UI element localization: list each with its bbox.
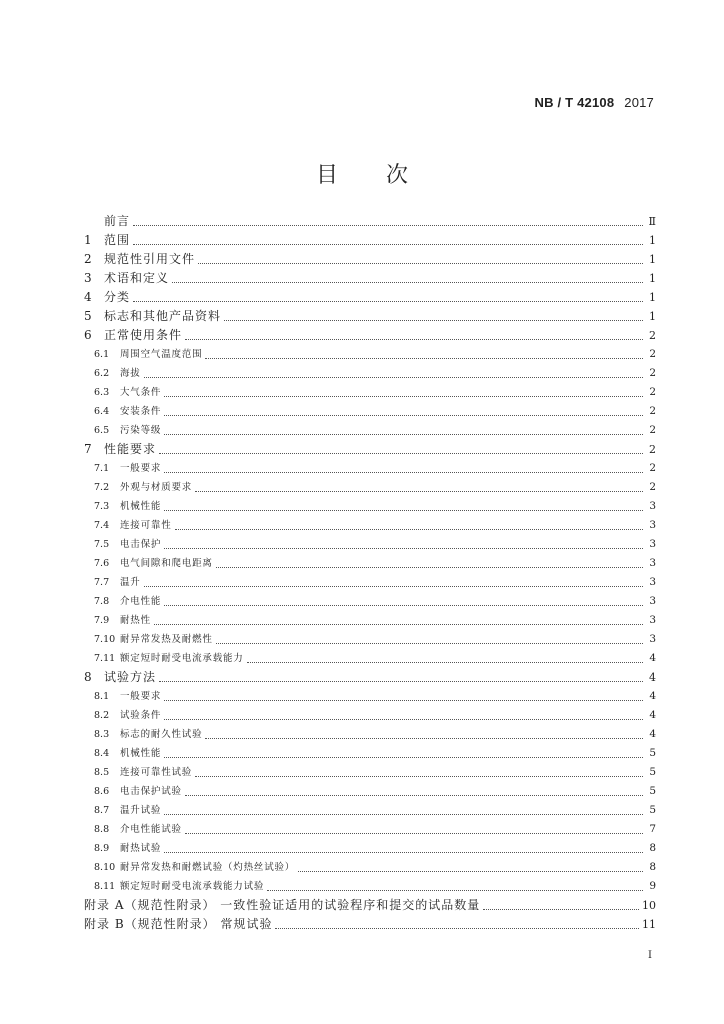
toc-entry-label: 介电性能试验 bbox=[120, 824, 182, 835]
toc-entry-number: 8.10 bbox=[94, 862, 116, 873]
toc-entry[interactable] bbox=[84, 706, 656, 725]
toc-entry[interactable] bbox=[84, 459, 656, 478]
toc-entry-number: 6.5 bbox=[94, 425, 110, 436]
toc-entry-page: 10 bbox=[642, 899, 656, 912]
toc-entry-number: 5 bbox=[84, 309, 92, 323]
toc-entry-label: 海拔 bbox=[120, 368, 141, 379]
toc-entry-number: 6.3 bbox=[94, 387, 110, 398]
toc-entry[interactable] bbox=[84, 649, 656, 668]
toc-entry-label: 一般要求 bbox=[120, 463, 162, 474]
toc-entry-number: 8.6 bbox=[94, 786, 110, 797]
toc-entry-page: 3 bbox=[649, 633, 656, 645]
toc-entry-page: 2 bbox=[649, 386, 656, 398]
toc-entry[interactable] bbox=[84, 630, 656, 649]
toc-entry-label: 介电性能 bbox=[120, 596, 162, 607]
dot-leader bbox=[224, 319, 643, 321]
dot-leader bbox=[164, 414, 643, 416]
toc-entry-label: 性能要求 bbox=[104, 442, 157, 456]
toc-entry-number: 7.3 bbox=[94, 501, 110, 512]
toc-entry-page: 7 bbox=[649, 823, 656, 835]
toc-entry-page: 9 bbox=[649, 880, 656, 892]
dot-leader bbox=[144, 376, 643, 378]
toc-entry-label: 耐异常发热及耐燃性 bbox=[120, 634, 213, 645]
toc-entry[interactable] bbox=[84, 554, 656, 573]
toc-entry-page: 2 bbox=[649, 329, 656, 342]
dot-leader bbox=[164, 756, 643, 758]
toc-entry-number: 8 bbox=[84, 670, 92, 684]
toc-entry-label: 规范性引用文件 bbox=[104, 252, 196, 266]
toc-entry[interactable] bbox=[84, 478, 656, 497]
page-title: 目次 bbox=[315, 163, 456, 188]
toc-entry-label: 试验条件 bbox=[120, 710, 162, 721]
dot-leader bbox=[164, 433, 643, 435]
toc-entry-label: 污染等级 bbox=[120, 425, 162, 436]
toc-entry[interactable] bbox=[84, 877, 656, 896]
dot-leader bbox=[164, 604, 643, 606]
toc-entry-page: 2 bbox=[649, 348, 656, 360]
toc-entry-number: 6.4 bbox=[94, 406, 110, 417]
toc-entry[interactable] bbox=[84, 573, 656, 592]
toc-entry-label: 大气条件 bbox=[120, 387, 162, 398]
toc-entry[interactable] bbox=[84, 896, 656, 915]
toc-entry[interactable] bbox=[84, 421, 656, 440]
dot-leader bbox=[275, 927, 639, 929]
dot-leader bbox=[164, 509, 643, 511]
dot-leader bbox=[133, 300, 643, 302]
toc-entry-number: 8.11 bbox=[94, 881, 116, 892]
toc-entry-page: 4 bbox=[649, 728, 656, 740]
dot-leader bbox=[164, 547, 643, 549]
dot-leader bbox=[267, 889, 643, 891]
dot-leader bbox=[164, 851, 643, 853]
toc-entry-number: 7.11 bbox=[94, 653, 116, 664]
toc-entry[interactable] bbox=[84, 801, 656, 820]
toc-entry-page: 3 bbox=[649, 557, 656, 569]
toc-entry[interactable] bbox=[84, 250, 656, 269]
toc-entry-number: 6 bbox=[84, 328, 92, 342]
page-number: I bbox=[648, 950, 652, 961]
dot-leader bbox=[247, 661, 643, 663]
toc-entry-page: 1 bbox=[649, 291, 656, 304]
toc-entry[interactable] bbox=[84, 231, 656, 250]
dot-leader bbox=[185, 794, 643, 796]
toc-entry-label: 正常使用条件 bbox=[104, 328, 183, 342]
toc-entry-number: 6.2 bbox=[94, 368, 110, 379]
toc-entry-label: 标志和其他产品资料 bbox=[104, 309, 222, 323]
toc-entry[interactable] bbox=[84, 820, 656, 839]
toc-entry-page: 1 bbox=[649, 272, 656, 285]
dot-leader bbox=[159, 452, 643, 454]
toc-entry[interactable] bbox=[84, 440, 656, 459]
dot-leader bbox=[185, 338, 643, 340]
toc-entry-number: 7.8 bbox=[94, 596, 110, 607]
toc-entry-page: 1 bbox=[649, 234, 656, 247]
standard-year: 2017 bbox=[624, 95, 654, 110]
toc-entry-page: 4 bbox=[649, 671, 656, 684]
toc-entry-label: 连接可靠性 bbox=[120, 520, 172, 531]
toc-entry-page: 2 bbox=[649, 443, 656, 456]
toc-entry-page: 3 bbox=[649, 538, 656, 550]
toc-entry[interactable] bbox=[84, 858, 656, 877]
standard-code: NB / T 42108 bbox=[534, 95, 615, 110]
toc-entry-label: 电气间隙和爬电距离 bbox=[120, 558, 213, 569]
dot-leader bbox=[172, 281, 643, 283]
dot-leader bbox=[164, 813, 643, 815]
toc-entry-page: 4 bbox=[649, 709, 656, 721]
dot-leader bbox=[205, 737, 643, 739]
toc-entry[interactable] bbox=[84, 402, 656, 421]
toc-entry[interactable] bbox=[84, 611, 656, 630]
toc-entry-label: 标志的耐久性试验 bbox=[120, 729, 203, 740]
dot-leader bbox=[164, 471, 643, 473]
toc-entry-label: 耐热试验 bbox=[120, 843, 162, 854]
toc-entry-label: 电击保护 bbox=[120, 539, 162, 550]
dot-leader bbox=[175, 528, 643, 530]
dot-leader bbox=[154, 623, 643, 625]
toc-entry[interactable] bbox=[84, 516, 656, 535]
toc-entry-page: 2 bbox=[649, 462, 656, 474]
toc-entry-label: 分类 bbox=[104, 290, 131, 304]
toc-entry[interactable] bbox=[84, 535, 656, 554]
toc-entry-label: 术语和定义 bbox=[104, 271, 170, 285]
toc-entry-label: 一般要求 bbox=[120, 691, 162, 702]
toc-entry[interactable] bbox=[84, 288, 656, 307]
toc-entry[interactable] bbox=[84, 725, 656, 744]
toc-entry-page: 1 bbox=[649, 253, 656, 266]
dot-leader bbox=[133, 243, 643, 245]
toc-entry-label: 机械性能 bbox=[120, 748, 162, 759]
toc-entry-page: 2 bbox=[649, 424, 656, 436]
toc-entry[interactable] bbox=[84, 782, 656, 801]
toc-entry-label: 连接可靠性试验 bbox=[120, 767, 193, 778]
toc-entry[interactable] bbox=[84, 668, 656, 687]
toc-entry-page: 5 bbox=[649, 747, 656, 759]
dot-leader bbox=[164, 395, 643, 397]
standard-code-header bbox=[535, 95, 654, 110]
toc-entry-label: 附录 A（规范性附录） 一致性验证适用的试验程序和提交的试品数量 bbox=[84, 898, 481, 912]
toc-entry-number: 7.2 bbox=[94, 482, 110, 493]
toc-entry[interactable] bbox=[84, 687, 656, 706]
dot-leader bbox=[185, 832, 643, 834]
dot-leader bbox=[195, 490, 643, 492]
toc-entry-page: 3 bbox=[649, 519, 656, 531]
toc-entry[interactable] bbox=[84, 763, 656, 782]
dot-leader bbox=[205, 357, 643, 359]
dot-leader bbox=[483, 908, 639, 910]
dot-leader bbox=[216, 642, 643, 644]
dot-leader bbox=[164, 699, 643, 701]
toc-entry-page: 5 bbox=[649, 766, 656, 778]
toc-entry-page: 1 bbox=[649, 310, 656, 323]
toc-entry-number: 8.2 bbox=[94, 710, 110, 721]
toc-entry-label: 额定短时耐受电流承载能力试验 bbox=[120, 881, 265, 892]
toc-entry-label: 额定短时耐受电流承载能力 bbox=[120, 653, 244, 664]
toc-entry[interactable] bbox=[84, 326, 656, 345]
toc-entry-number: 7.1 bbox=[94, 463, 110, 474]
toc-entry[interactable] bbox=[84, 592, 656, 611]
dot-leader bbox=[164, 718, 643, 720]
toc-entry-number: 1 bbox=[84, 233, 92, 247]
dot-leader bbox=[216, 566, 643, 568]
toc-entry[interactable] bbox=[84, 497, 656, 516]
toc-entry-label: 安装条件 bbox=[120, 406, 162, 417]
toc-entry-number: 7.5 bbox=[94, 539, 110, 550]
dot-leader bbox=[159, 680, 643, 682]
toc-entry[interactable] bbox=[84, 744, 656, 763]
toc-entry-number: 7.10 bbox=[94, 634, 116, 645]
toc-entry-page: 3 bbox=[649, 576, 656, 588]
toc-entry-number: 7.9 bbox=[94, 615, 110, 626]
toc-entry-label: 温升试验 bbox=[120, 805, 162, 816]
toc-entry-page: 8 bbox=[649, 861, 656, 873]
table-of-contents bbox=[84, 212, 656, 934]
toc-entry-label: 电击保护试验 bbox=[120, 786, 182, 797]
toc-entry-number: 8.7 bbox=[94, 805, 110, 816]
dot-leader bbox=[195, 775, 643, 777]
toc-entry-page: Ⅱ bbox=[648, 215, 656, 228]
toc-entry-page: 5 bbox=[649, 804, 656, 816]
toc-entry[interactable] bbox=[84, 839, 656, 858]
toc-entry-page: 5 bbox=[649, 785, 656, 797]
toc-entry-page: 11 bbox=[642, 918, 656, 931]
toc-entry-label: 耐热性 bbox=[120, 615, 151, 626]
toc-entry-page: 4 bbox=[649, 690, 656, 702]
toc-entry-number: 6.1 bbox=[94, 349, 110, 360]
toc-entry[interactable] bbox=[84, 307, 656, 326]
toc-entry-page: 2 bbox=[649, 405, 656, 417]
toc-entry-number: 2 bbox=[84, 252, 92, 266]
toc-entry-page: 2 bbox=[649, 481, 656, 493]
toc-entry-number: 7.4 bbox=[94, 520, 110, 531]
toc-entry-label: 机械性能 bbox=[120, 501, 162, 512]
toc-entry-label: 前言 bbox=[104, 214, 131, 228]
toc-entry[interactable] bbox=[84, 915, 656, 934]
toc-entry[interactable] bbox=[84, 345, 656, 364]
toc-entry-page: 2 bbox=[649, 367, 656, 379]
toc-entry-page: 4 bbox=[649, 652, 656, 664]
dot-leader bbox=[133, 224, 643, 226]
dot-leader bbox=[298, 870, 643, 872]
toc-entry[interactable] bbox=[84, 269, 656, 288]
toc-entry-label: 耐异常发热和耐燃试验（灼热丝试验） bbox=[120, 862, 296, 873]
toc-entry-page: 3 bbox=[649, 595, 656, 607]
toc-entry-label: 范围 bbox=[104, 233, 131, 247]
toc-entry-number: 8.5 bbox=[94, 767, 110, 778]
dot-leader bbox=[144, 585, 643, 587]
toc-entry-page: 3 bbox=[649, 614, 656, 626]
toc-entry-label: 外观与材质要求 bbox=[120, 482, 193, 493]
toc-entry-number: 8.9 bbox=[94, 843, 110, 854]
toc-entry-number: 8.1 bbox=[94, 691, 110, 702]
toc-entry-number: 7 bbox=[84, 442, 92, 456]
toc-entry-label: 试验方法 bbox=[104, 670, 157, 684]
toc-entry-number: 7.6 bbox=[94, 558, 110, 569]
dot-leader bbox=[198, 262, 643, 264]
toc-entry-label: 温升 bbox=[120, 577, 141, 588]
toc-entry-number: 3 bbox=[84, 271, 92, 285]
toc-entry-label: 附录 B（规范性附录） 常规试验 bbox=[84, 917, 273, 931]
toc-entry-number: 4 bbox=[84, 290, 92, 304]
toc-entry[interactable] bbox=[84, 364, 656, 383]
toc-entry-number: 8.8 bbox=[94, 824, 110, 835]
toc-entry-number: 8.3 bbox=[94, 729, 110, 740]
toc-entry-number: 8.4 bbox=[94, 748, 110, 759]
toc-entry-page: 3 bbox=[649, 500, 656, 512]
toc-entry[interactable] bbox=[84, 383, 656, 402]
toc-entry-page: 8 bbox=[649, 842, 656, 854]
toc-entry-label: 周围空气温度范围 bbox=[120, 349, 203, 360]
toc-entry-number: 7.7 bbox=[94, 577, 110, 588]
toc-entry[interactable] bbox=[84, 212, 656, 231]
